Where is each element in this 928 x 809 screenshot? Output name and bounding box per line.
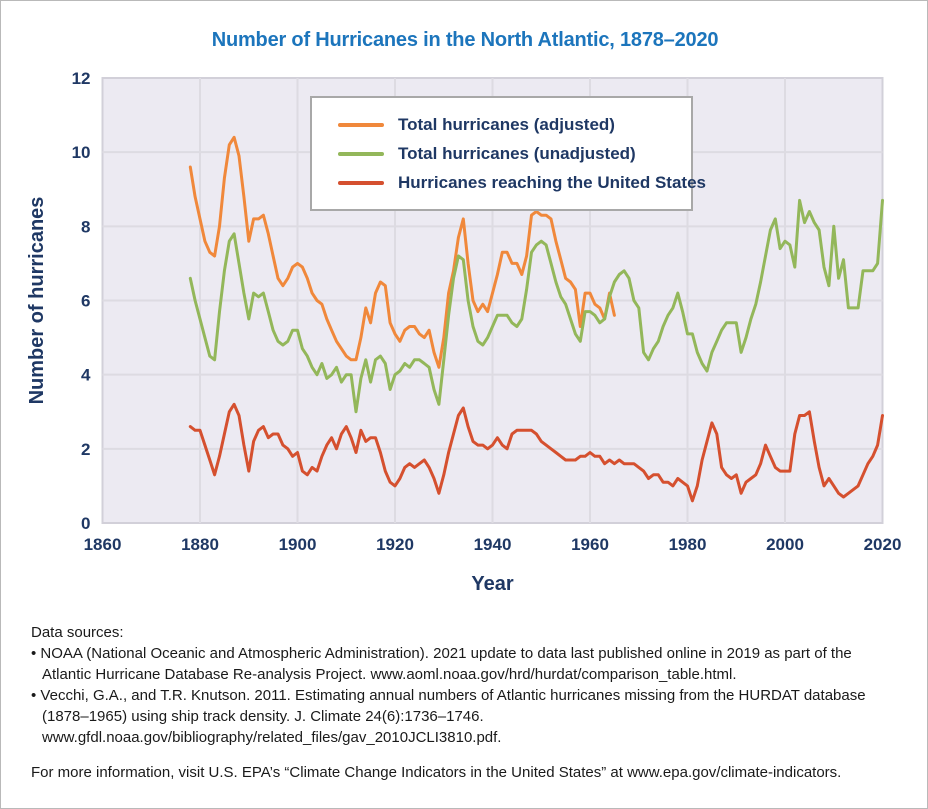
y-tick-label: 2 bbox=[81, 439, 91, 459]
data-sources-heading: Data sources: bbox=[31, 624, 124, 641]
x-tick-label: 1900 bbox=[278, 535, 317, 554]
source-vecchi-line1: • Vecchi, G.A., and T.R. Knutson. 2011. Estimating annual numbers of Atlantic hurricanes missing from the HURDAT database bbox=[31, 687, 866, 704]
chart-title: Number of Hurricanes in the North Atlantic, 1878–2020 bbox=[211, 29, 719, 51]
source-noaa-line2: Atlantic Hurricane Database Re-analysis Project. www.aoml.noaa.gov/hrd/hurdat/comparison_table.html. bbox=[42, 666, 737, 683]
legend-label-unadjusted: Total hurricanes (unadjusted) bbox=[398, 143, 636, 163]
hurricane-line-chart bbox=[1, 1, 928, 616]
source-vecchi-line3: www.gfdl.noaa.gov/bibliography/related_files/gav_2010JCLI3810.pdf. bbox=[42, 729, 502, 746]
y-tick-label: 12 bbox=[71, 69, 91, 88]
x-tick-label: 1860 bbox=[83, 535, 122, 554]
legend-swatch-adjusted-icon bbox=[338, 123, 384, 127]
y-tick-label: 8 bbox=[81, 217, 91, 237]
y-tick-label: 0 bbox=[81, 514, 91, 533]
legend-item-us bbox=[338, 168, 706, 197]
x-axis-title: Year bbox=[471, 573, 514, 595]
x-tick-label: 1960 bbox=[571, 535, 609, 554]
legend-item-adjusted bbox=[338, 110, 691, 139]
y-axis-title: Number of hurricanes bbox=[26, 196, 48, 405]
legend-label-us: Hurricanes reaching the United States bbox=[398, 172, 706, 192]
y-tick-label: 10 bbox=[71, 143, 91, 163]
x-tick-label: 2020 bbox=[863, 535, 902, 554]
y-tick-label: 6 bbox=[81, 291, 91, 311]
x-tick-label: 1880 bbox=[181, 535, 219, 554]
legend-item-unadjusted bbox=[338, 139, 691, 168]
x-tick-label: 1980 bbox=[668, 535, 707, 554]
source-vecchi-line2: (1878–1965) using ship track density. J. Climate 24(6):1736–1746. bbox=[42, 708, 484, 725]
chart-legend bbox=[310, 96, 706, 211]
source-noaa-line1: • NOAA (National Oceanic and Atmospheric Administration). 2021 update to data last published online in 2019 as part of the bbox=[31, 645, 852, 662]
legend-swatch-unadjusted-icon bbox=[338, 152, 384, 156]
legend-label-adjusted: Total hurricanes (adjusted) bbox=[398, 114, 615, 134]
more-info-text: For more information, visit U.S. EPA’s “Climate Change Indicators in the United States” at www.epa.gov/climate-indicators. bbox=[31, 764, 842, 781]
x-tick-label: 1920 bbox=[376, 535, 414, 554]
y-tick-label: 4 bbox=[81, 365, 91, 385]
x-tick-label: 2000 bbox=[766, 535, 804, 554]
x-tick-label: 1940 bbox=[473, 535, 512, 554]
footer bbox=[31, 622, 903, 783]
legend-swatch-us-icon bbox=[338, 181, 384, 185]
